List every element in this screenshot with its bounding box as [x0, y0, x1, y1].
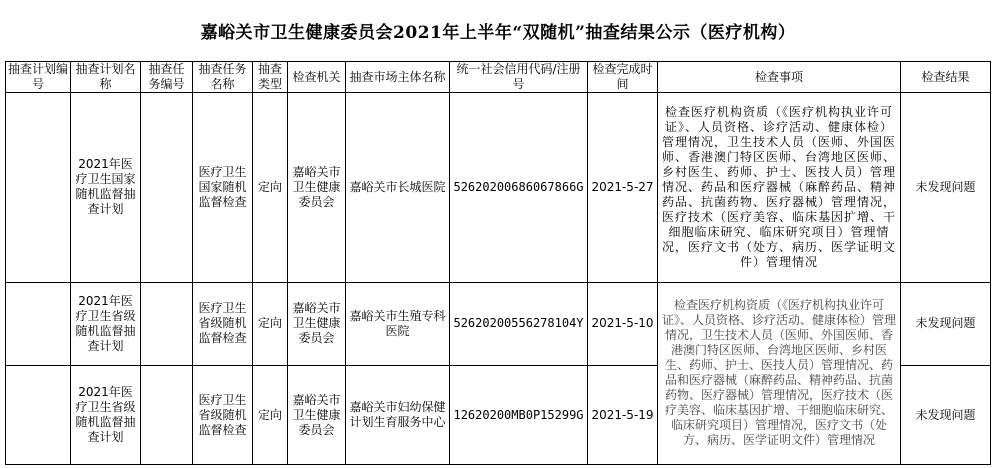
header-type: 抽查类型	[253, 62, 288, 93]
cell-agency: 嘉峪关市卫生健康委员会	[288, 366, 346, 465]
header-subject: 抽查市场主体名称	[346, 62, 450, 93]
header-plan-code: 抽查计划编号	[6, 62, 71, 93]
cell-type: 定向	[253, 366, 288, 465]
cell-credit-code: 52620200686067866G	[450, 93, 588, 283]
cell-task-name: 医疗卫生国家随机监督检查	[193, 93, 253, 283]
cell-type: 定向	[253, 282, 288, 366]
cell-subject: 嘉峪关市长城医院	[346, 93, 450, 283]
header-items: 检查事项	[658, 62, 901, 93]
cell-task-code	[141, 93, 193, 283]
cell-agency: 嘉峪关市卫生健康委员会	[288, 93, 346, 283]
cell-plan-code	[6, 282, 71, 366]
cell-task-name: 医疗卫生省级随机监督检查	[193, 366, 253, 465]
header-task-name: 抽查任务名称	[193, 62, 253, 93]
cell-subject: 嘉峪关市生殖专科医院	[346, 282, 450, 366]
cell-plan-name: 2021年医疗卫生国家随机监督抽查计划	[71, 93, 141, 283]
cell-date: 2021-5-19	[588, 366, 658, 465]
header-result: 检查结果	[901, 62, 991, 93]
cell-plan-name: 2021年医疗卫生省级随机监督抽查计划	[71, 366, 141, 465]
cell-credit-code: 12620200MB0P15299G	[450, 366, 588, 465]
cell-plan-name: 2021年医疗卫生省级随机监督抽查计划	[71, 282, 141, 366]
header-task-code: 抽查任务编号	[141, 62, 193, 93]
cell-type: 定向	[253, 93, 288, 283]
cell-result: 未发现问题	[901, 366, 991, 465]
cell-plan-code	[6, 93, 71, 283]
table-row	[6, 93, 991, 283]
cell-date: 2021-5-10	[588, 282, 658, 366]
cell-result: 未发现问题	[901, 93, 991, 283]
cell-result: 未发现问题	[901, 282, 991, 366]
inspection-results-table	[5, 61, 991, 465]
header-credit-code: 统一社会信用代码/注册号	[450, 62, 588, 93]
cell-subject: 嘉峪关市妇幼保健计划生育服务中心	[346, 366, 450, 465]
cell-credit-code: 52620200556278104Y	[450, 282, 588, 366]
header-date: 检查完成时间	[588, 62, 658, 93]
cell-plan-code	[6, 366, 71, 465]
table-row	[6, 282, 991, 366]
cell-date: 2021-5-27	[588, 93, 658, 283]
cell-task-name: 医疗卫生省级随机监督检查	[193, 282, 253, 366]
table-header-row	[6, 62, 991, 93]
cell-agency: 嘉峪关市卫生健康委员会	[288, 282, 346, 366]
header-plan-name: 抽查计划名称	[71, 62, 141, 93]
cell-task-code	[141, 366, 193, 465]
page-title: 嘉峪关市卫生健康委员会2021年上半年“双随机”抽查结果公示（医疗机构）	[200, 23, 796, 43]
cell-task-code	[141, 282, 193, 366]
header-agency: 检查机关	[288, 62, 346, 93]
cell-items: 检查医疗机构资质（《医疗机构执业许可证》、人员资格、诊疗活动、健康体检）管理情况，卫生技术人员（医师、外国医师、香港澳门特区医师、台湾地区医师、乡村医生、药师、护士、医技人员）管理情况、药品和医疗器械（麻醉药品、精神药品、抗菌药物、医疗器械）管理情况，医疗技术（医疗美容、临床基因扩增、干细胞临床研究、临床研究项目）管理情况，医疗文书（处方、病历、医学证明文件）管理情况	[658, 93, 901, 283]
cell-items-merged: 检查医疗机构资质（《医疗机构执业许可证》、人员资格、诊疗活动、健康体检）管理情况，卫生技术人员（医师、外国医师、香港澳门特区医师、台湾地区医师、乡村医生、药师、护士、医技人员）管理情况、药品和医疗器械（麻醉药品、精神药品、抗菌药物、医疗器械）管理情况，医疗技术（医疗美容、临床基因扩增、干细胞临床研究、临床研究项目）管理情况，医疗文书（处方、病历、医学证明文件）管理情况	[658, 282, 901, 464]
